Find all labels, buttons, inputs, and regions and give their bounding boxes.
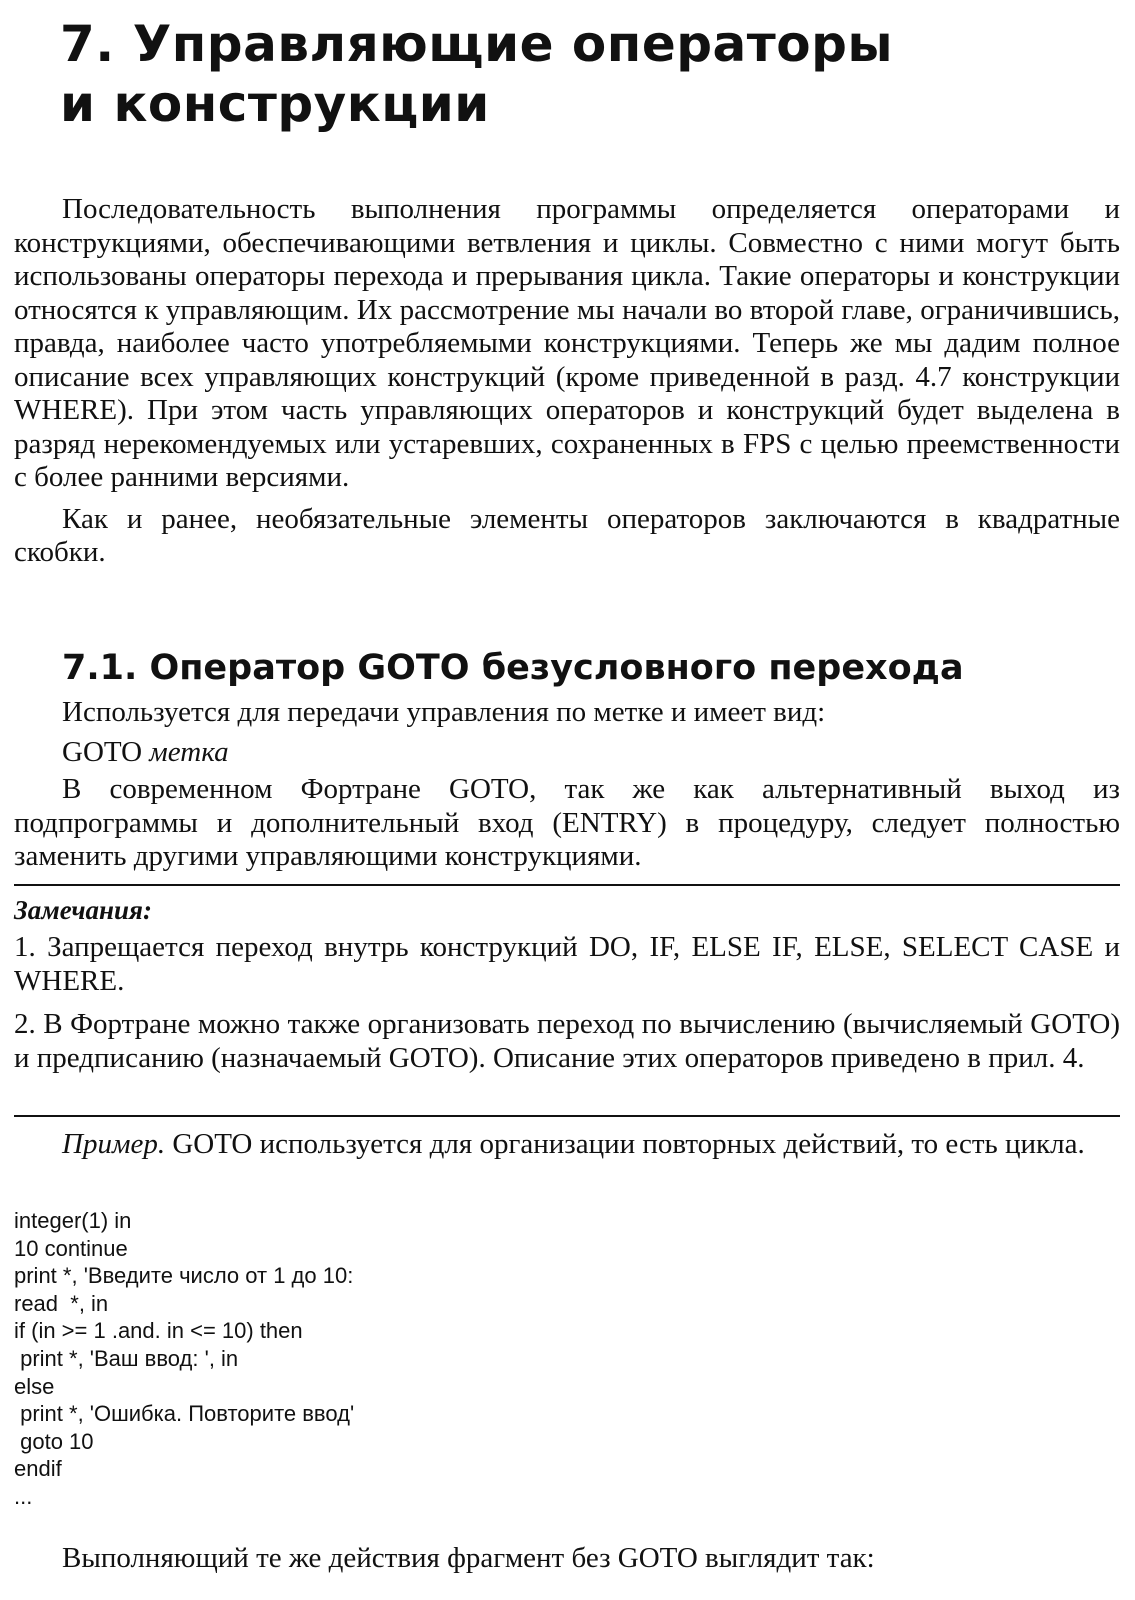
notes-heading: Замечания: [14, 895, 152, 925]
intro-section [14, 193, 1120, 570]
goto-argument: метка [149, 735, 229, 768]
code-line: ... [14, 1483, 33, 1509]
code-line: 10 continue [14, 1235, 128, 1261]
notes-box [14, 894, 1120, 1085]
note-item-1: 1. Запрещается переход внутрь конструкций DO, IF, ELSE IF, ELSE, SELECT CASE и WHERE. [14, 931, 1120, 997]
section-title: 7.1. Оператор GOTO безусловного перехода [62, 648, 964, 688]
code-line: else [14, 1373, 55, 1399]
section-body [14, 696, 1120, 874]
goto-paragraph: В современном Фортране GOTO, так же как альтернативный выход из подпрограммы и дополнительный вход (ENTRY) в процедуру, следует полностью заменить другими управляющими конструкциями. [14, 773, 1120, 872]
example-label: Пример. [62, 1128, 166, 1160]
usage-paragraph: Используется для передачи управления по метке и имеет вид: [62, 696, 826, 728]
code-listing [14, 1207, 354, 1511]
book-page [14, 0, 1120, 1600]
code-line: integer(1) in [14, 1208, 132, 1233]
intro-paragraph-2: Как и ранее, необязательные элементы операторов заключаются в квадратные скобки. [14, 502, 1120, 568]
closing-paragraph: Выполняющий те же действия фрагмент без GOTO выглядит так: [62, 1542, 875, 1574]
code-line: print *, 'Введите число от 1 до 10: [14, 1263, 354, 1289]
chapter-title [60, 14, 893, 134]
code-line: print *, 'Ваш ввод: ', in [14, 1345, 239, 1371]
intro-paragraph-1: Последовательность выполнения программы определяется операторами и конструкциями, обеспечивающими ветвления и циклы. Совместно с ними могут быть использованы операторы перехода и прерывания цикла. Такие операторы и конструкции относятся к управляющим. Их рассмотрение мы начали во второй главе, ограничившись, правда, наиболее часто употребляемыми конструкциями. Теперь же мы дадим полное описание всех управляющих конструкций (кроме приведенной в разд. 4.7 конструкции WHERE). При этом часть управляющих операторов и конструкций будет выделена в разряд нерекомендуемых или устаревших, сохраненных в FPS с целью преемственности с более ранними версиями. [14, 193, 1120, 493]
example-text: GOTO используется для организации повторных действий, то есть цикла. [165, 1128, 1085, 1160]
goto-keyword: GOTO [62, 735, 143, 768]
code-line: read *, in [14, 1290, 109, 1316]
code-line: goto 10 [14, 1428, 94, 1454]
goto-syntax [14, 736, 1120, 770]
note-item-2: 2. В Фортране можно также организовать переход по вычислению (вычисляемый GOTO) и предписанию (назначаемый GOTO). Описание этих операторов приведено в прил. 4. [14, 1008, 1120, 1074]
notes-top-divider [14, 884, 1120, 886]
notes-bottom-divider [14, 1115, 1120, 1117]
code-line: if (in >= 1 .and. in <= 10) then [14, 1318, 303, 1344]
code-line: print *, 'Ошибка. Повторите ввод' [14, 1401, 355, 1427]
chapter-title-line-2: и конструкции [60, 75, 490, 133]
chapter-title-line-1: 7. Управляющие операторы [60, 15, 894, 73]
code-line: endif [14, 1456, 62, 1482]
example-paragraph [14, 1128, 1120, 1162]
